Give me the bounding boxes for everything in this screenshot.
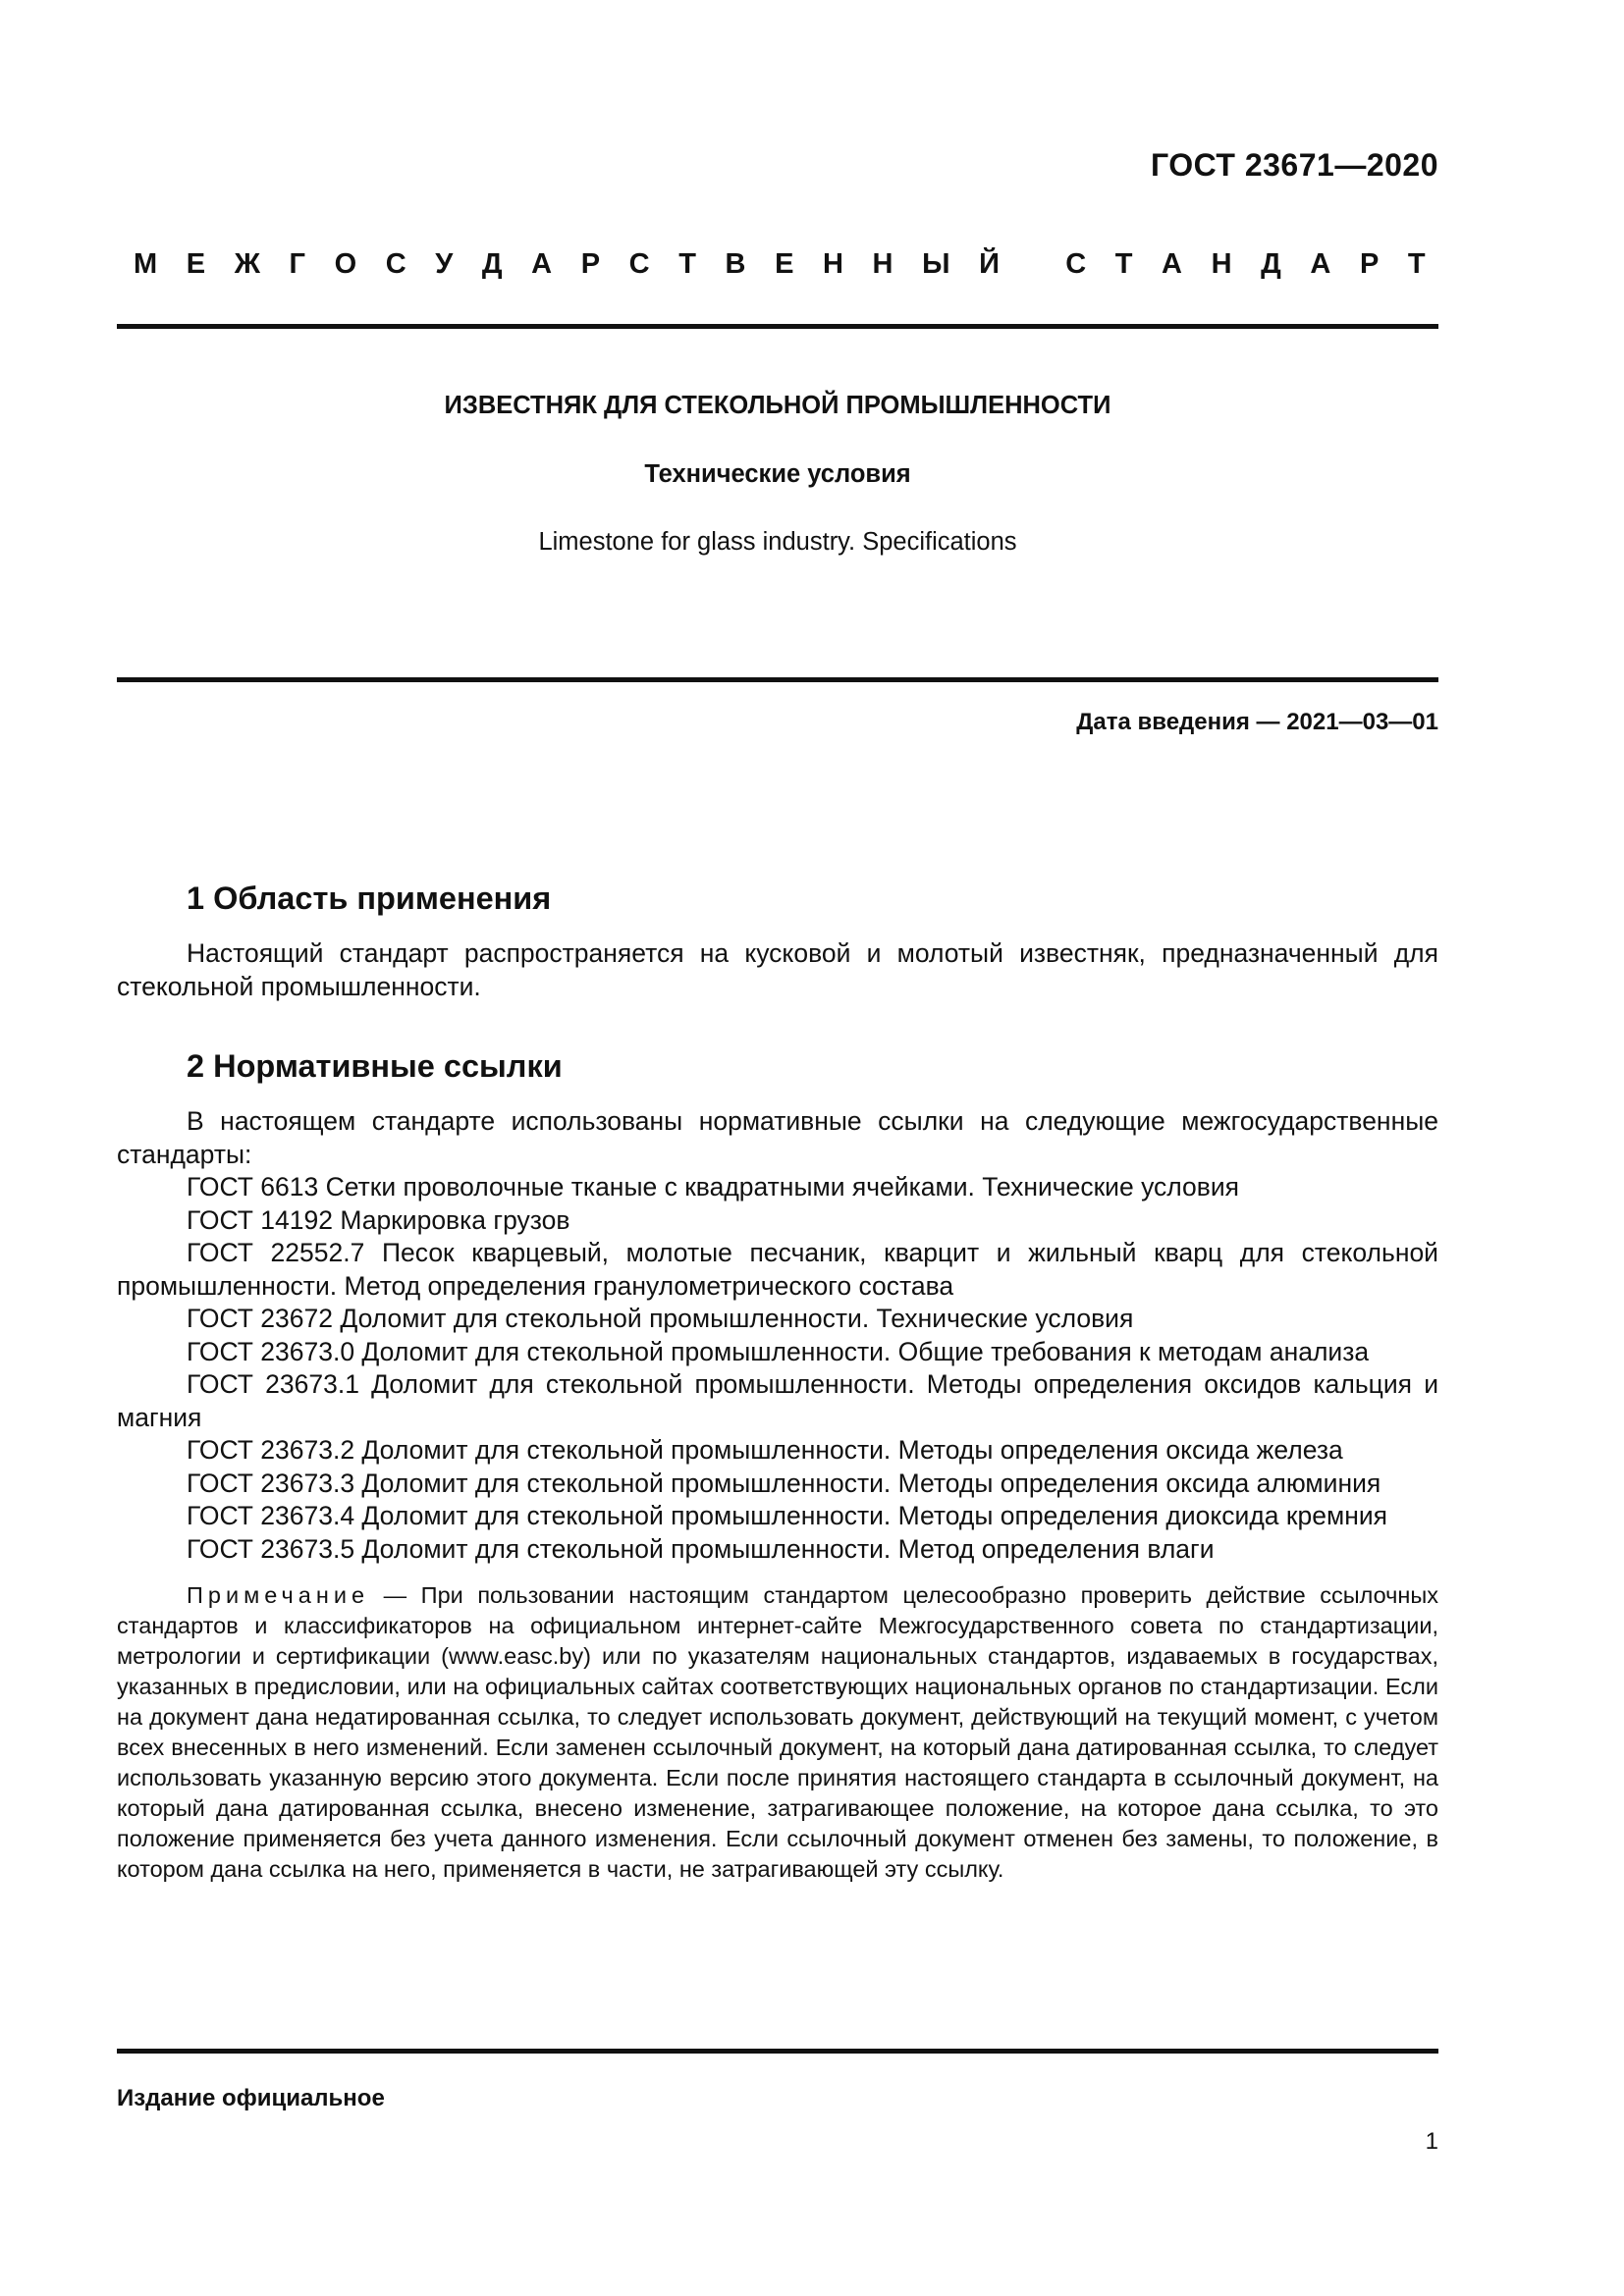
interstate-letter: Н (1211, 248, 1232, 280)
interstate-letter: Й (979, 248, 1000, 280)
refs-intro-paragraph: В настоящем стандарте использованы нормативные ссылки на следующие межгосударственные стандарты: (117, 1106, 1438, 1169)
reference-item: ГОСТ 23672 Доломит для стекольной промышленности. Технические условия (187, 1304, 1134, 1333)
footer-rule (117, 2049, 1438, 2054)
interstate-letter: С (1065, 248, 1087, 280)
interstate-letter: М (134, 248, 158, 280)
interstate-letter: Т (678, 248, 696, 280)
interstate-letter: Д (481, 248, 503, 280)
reference-item: ГОСТ 23673.3 Доломит для стекольной промышленности. Методы определения оксида алюминия (187, 1468, 1381, 1498)
interstate-letter: А (1162, 248, 1182, 280)
reference-item: ГОСТ 23673.0 Доломит для стекольной промышленности. Общие требования к методам анализа (187, 1336, 1370, 1366)
section-1-heading: 1 Область применения (187, 881, 552, 916)
interstate-letter: Т (1407, 248, 1426, 280)
interstate-letter: С (385, 248, 406, 280)
interstate-letter: А (1310, 248, 1331, 280)
interstate-letter: А (531, 248, 553, 280)
document-title: ИЗВЕСТНЯК ДЛЯ СТЕКОЛЬНОЙ ПРОМЫШЛЕННОСТИ (444, 392, 1111, 419)
title-rule (117, 677, 1438, 682)
note-paragraph (117, 1580, 1438, 1885)
interstate-letter: Г (289, 248, 305, 280)
interstate-letter: Т (1114, 248, 1133, 280)
reference-item: ГОСТ 23673.4 Доломит для стекольной промышленности. Методы определения диоксида кремния (187, 1501, 1387, 1530)
document-title-english: Limestone for glass industry. Specifications (538, 528, 1017, 556)
interstate-letter: Д (1261, 248, 1281, 280)
interstate-letter: Е (186, 248, 206, 280)
section-2-heading: 2 Нормативные ссылки (187, 1048, 563, 1084)
section-2-body (117, 1105, 1438, 1566)
interstate-letter: Е (775, 248, 794, 280)
interstate-letter: Н (872, 248, 893, 280)
standard-number: ГОСТ 23671—2020 (1150, 147, 1438, 183)
scope-paragraph: Настоящий стандарт распространяется на кусковой и молотый известняк, предназначенный для стекольной промышленности. (117, 938, 1438, 1001)
note-text: — При пользовании настоящим стандартом целесообразно проверить действие ссылочных стандартов и классификаторов на официальном интернет-сайте Межгосударственного совета по стандартизации, метрологии и сертификации (www.easc.by) или по указателям национальных стандартов, издаваемых в государствах, указанных в предисловии, или на официальных сайтах соответствующих национальных органов по стандартизации. Если на документ дана недатированная ссылка, то следует использовать документ, действующий на текущий момент, с учетом всех внесенных в него изменений. Если заменен ссылочный документ, на который дана датированная ссылка, то следует использовать указанную версию этого документа. Если после принятия настоящего стандарта в ссылочный документ, на который дана датированная ссылка, внесено изменение, затрагивающее положение, на которое дана ссылка, то это положение применяется без учета данного изменения. Если ссылочный документ отменен без замены, то положение, в котором дана ссылка на него, применяется в части, не затрагивающей эту ссылку. (117, 1582, 1438, 1882)
interstate-letter: Ы (922, 248, 950, 280)
section-1-body (117, 937, 1438, 1003)
reference-item: ГОСТ 23673.2 Доломит для стекольной промышленности. Методы определения оксида железа (187, 1435, 1343, 1465)
introduction-date: Дата введения — 2021—03—01 (1076, 709, 1438, 735)
header-rule (117, 324, 1438, 329)
interstate-letter: Н (823, 248, 843, 280)
reference-item: ГОСТ 23673.5 Доломит для стекольной промышленности. Метод определения влаги (187, 1533, 1215, 1564)
note-label: Примечание (187, 1582, 370, 1608)
reference-item: ГОСТ 23673.1 Доломит для стекольной промышленности. Методы определения оксидов кальция и магния (117, 1369, 1438, 1432)
word-gap (1029, 248, 1037, 281)
note-block (117, 1580, 1438, 1885)
official-edition-label: Издание официальное (117, 2085, 385, 2111)
interstate-letter: У (435, 248, 454, 280)
interstate-letter: Р (1359, 248, 1380, 280)
reference-item: ГОСТ 6613 Сетки проволочные тканые с квадратными ячейками. Технические условия (187, 1172, 1239, 1201)
interstate-letter: В (725, 248, 746, 280)
interstate-letter: Р (580, 248, 601, 280)
reference-item: ГОСТ 22552.7 Песок кварцевый, молотые песчаник, кварцит и жильный кварц для стекольной промышленности. Метод определения гранулометрического состава (117, 1238, 1438, 1301)
reference-item: ГОСТ 14192 Маркировка грузов (187, 1204, 570, 1235)
page-number: 1 (1425, 2128, 1438, 2155)
interstate-standard-label (134, 248, 1426, 281)
interstate-letter: Ж (234, 248, 260, 280)
document-subtitle: Технические условия (644, 460, 911, 488)
interstate-letter: С (628, 248, 650, 280)
interstate-letter: О (334, 248, 357, 280)
